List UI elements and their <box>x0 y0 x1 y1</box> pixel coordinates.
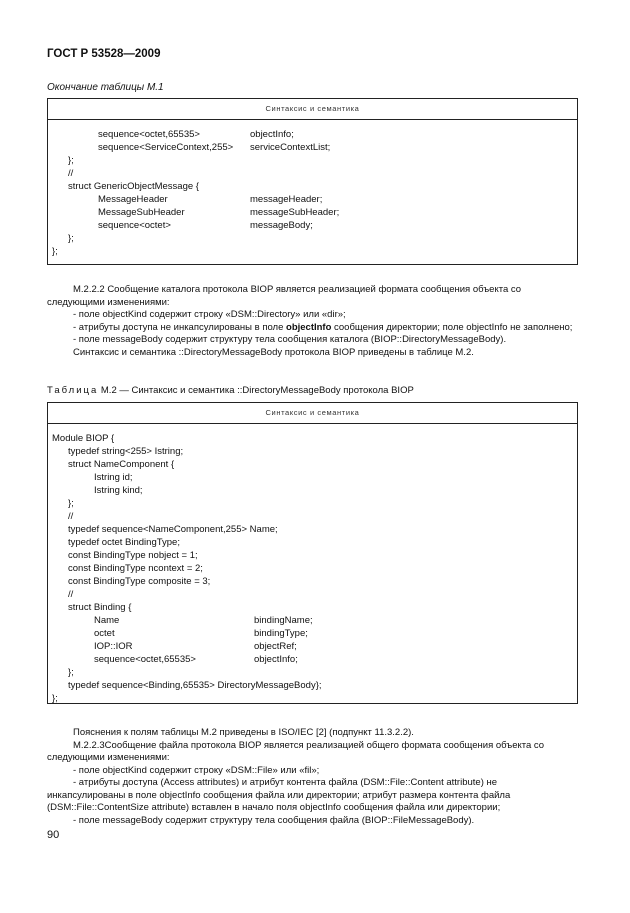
code-line: struct GenericObjectMessage { <box>68 181 199 192</box>
paragraph: Пояснения к полям таблицы М.2 приведены в ISO/IEC [2] (подпункт 11.3.2.2). <box>73 727 414 738</box>
code-line-field: objectInfo; <box>250 129 294 140</box>
section-m222 <box>47 284 578 359</box>
code-line: sequence<octet,65535> <box>94 654 196 665</box>
bold-term: objectInfo <box>286 321 332 333</box>
list-item: - атрибуты доступа не инкапсулированы в поле objectInfo сообщения директории; поле objectInfo не заполнено; <box>73 321 573 333</box>
code-line: typedef sequence<Binding,65535> DirectoryMessageBody}; <box>68 680 322 691</box>
table1 <box>47 98 578 265</box>
code-line: }; <box>68 233 74 244</box>
table1-caption: Окончание таблицы М.1 <box>47 82 164 93</box>
code-line-field: bindingName; <box>254 615 313 626</box>
code-line-field: bindingType; <box>254 628 308 639</box>
code-line: Istring id; <box>94 472 133 483</box>
paragraph: Синтаксис и семантика ::DirectoryMessageBody протокола BIOP приведены в таблице М.2. <box>73 346 474 358</box>
code-line: MessageSubHeader <box>98 207 185 218</box>
list-item: - поле objectKind содержит строку «DSM::Directory» или «dir»; <box>73 309 346 320</box>
code-line: struct NameComponent { <box>68 459 175 470</box>
list-item: - поле messageBody содержит структуру тела сообщения файла (BIOP::FileMessageBody). <box>73 814 475 826</box>
code-line-field: messageBody; <box>250 220 313 231</box>
code-line: }; <box>68 667 74 678</box>
code-line: const BindingType ncontext = 2; <box>68 563 203 574</box>
code-line-field: objectInfo; <box>254 654 298 665</box>
code-line: IOP::IOR <box>94 641 133 652</box>
table2-caption: Таблица М.2 — Синтаксис и семантика ::DirectoryMessageBody протокола BIOP <box>47 385 414 396</box>
table2 <box>47 402 578 704</box>
code-line: MessageHeader <box>98 194 168 205</box>
code-line-field: objectRef; <box>254 641 297 652</box>
page-number: 90 <box>47 829 60 841</box>
code-line: }; <box>52 246 58 257</box>
code-line: }; <box>52 693 58 704</box>
code-line: }; <box>68 155 74 166</box>
code-line: Istring kind; <box>94 485 143 496</box>
paragraph: М.2.2.3Сообщение файла протокола BIOP является реализацией общего формата сообщения объекта со следующими изменениями: <box>47 739 545 763</box>
code-line: }; <box>68 498 74 509</box>
code-line: typedef octet BindingType; <box>68 537 180 548</box>
code-line: octet <box>94 628 115 639</box>
table2-column-header: Синтаксис и семантика <box>48 403 577 424</box>
code-line: Module BIOP { <box>52 433 115 444</box>
code-line: // <box>68 511 74 522</box>
code-line-field: messageHeader; <box>250 194 323 205</box>
code-line: typedef string<255> Istring; <box>68 446 184 457</box>
document-header: ГОСТ Р 53528—2009 <box>47 48 161 60</box>
code-line: Name <box>94 615 120 626</box>
code-line-field: messageSubHeader; <box>250 207 340 218</box>
table1-column-header: Синтаксис и семантика <box>48 99 577 120</box>
code-line: // <box>68 168 74 179</box>
list-item: - поле messageBody содержит структуру тела сообщения каталога (BIOP::DirectoryMessageBody). <box>73 334 507 345</box>
section-m223 <box>47 727 578 827</box>
code-line: const BindingType composite = 3; <box>68 576 211 587</box>
code-line: // <box>68 589 74 600</box>
code-line: sequence<octet> <box>98 220 171 231</box>
code-line-field: serviceContextList; <box>250 142 331 153</box>
code-line: typedef sequence<NameComponent,255> Name; <box>68 524 278 535</box>
paragraph: М.2.2.2 Сообщение каталога протокола BIOP является реализацией формата сообщения объекта со следующими изменениями: <box>47 284 522 308</box>
list-item: - поле objectKind содержит строку «DSM::File» или «fil»; <box>73 764 320 776</box>
code-line: sequence<octet,65535> <box>98 129 200 140</box>
code-line: sequence<ServiceContext,255> <box>98 142 234 153</box>
list-item: - атрибуты доступа (Access attributes) и атрибут контента файла (DSM::File::Content attribute) не инкапсулированы в поле objectInfo сообщения файла или директории; атрибут размера контента файла (DSM::File::ContentSize attribute) вставлен в начало поля objectInfo сообщения файла или директории; <box>47 777 511 813</box>
code-line: const BindingType nobject = 1; <box>68 550 198 561</box>
code-line: struct Binding { <box>68 602 132 613</box>
